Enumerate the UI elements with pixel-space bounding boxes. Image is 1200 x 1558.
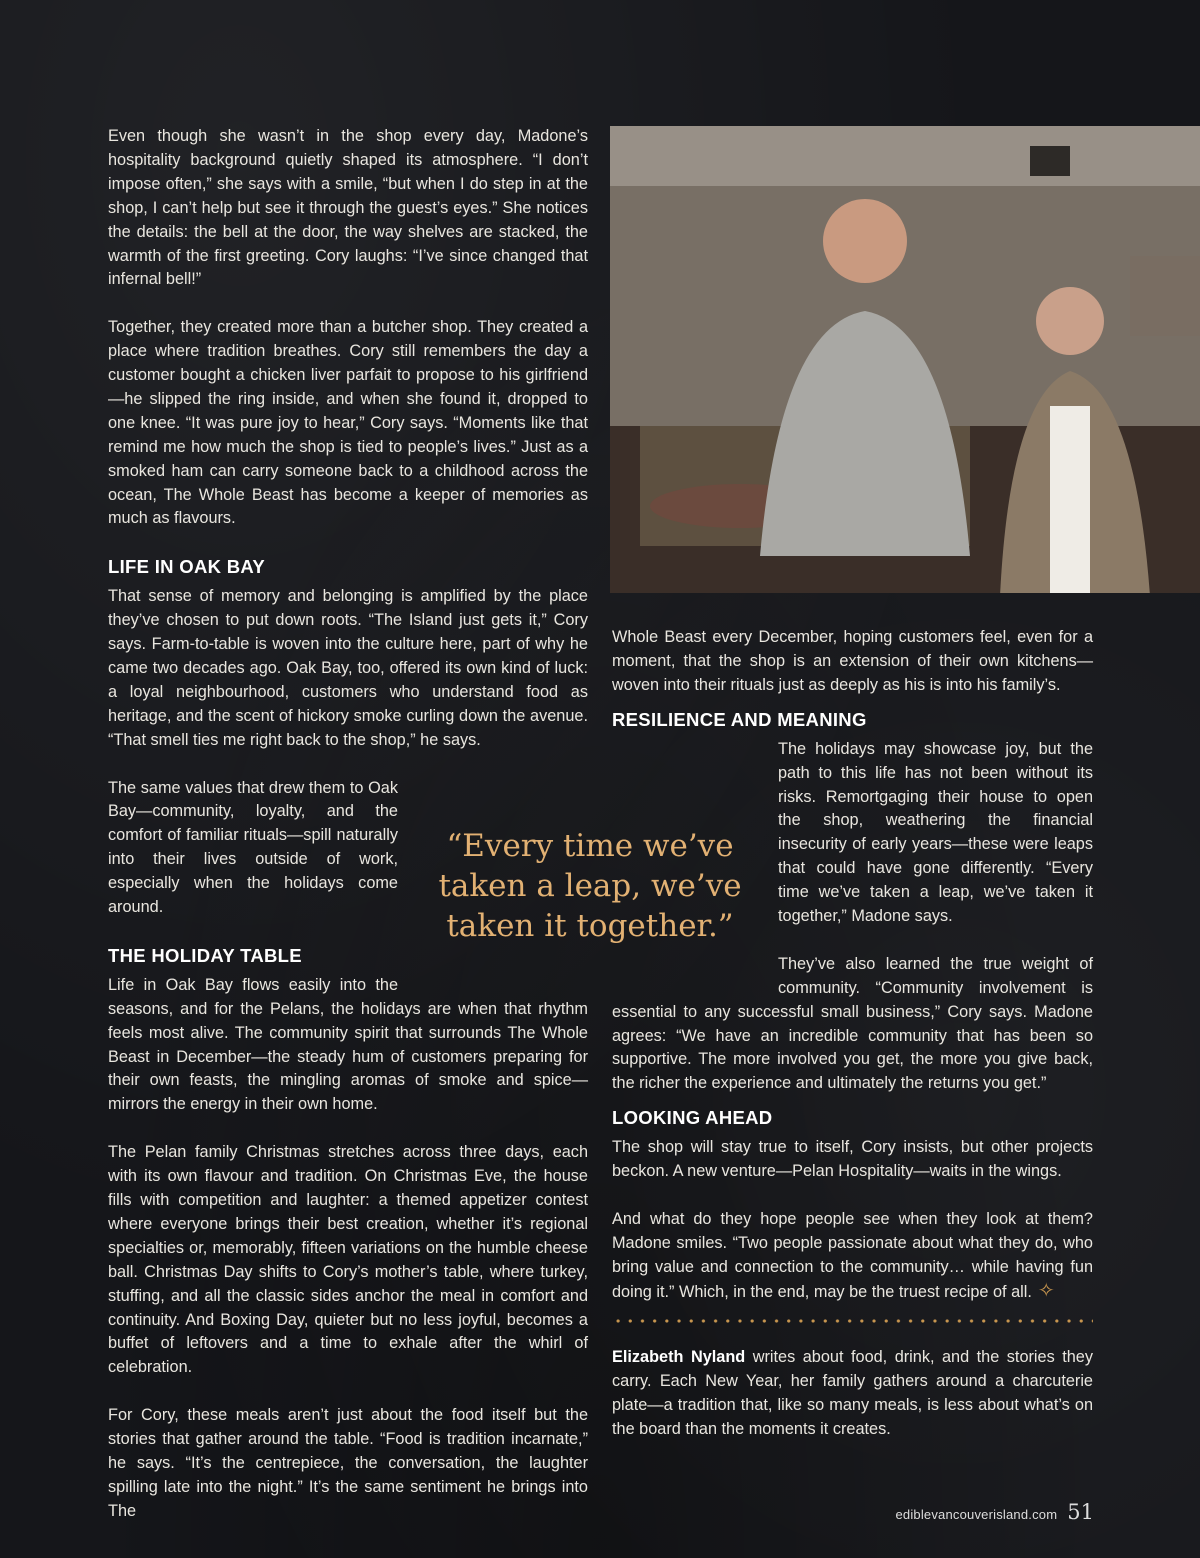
author-name: Elizabeth Nyland bbox=[612, 1348, 746, 1366]
photo-illustration bbox=[610, 126, 1200, 593]
page-footer bbox=[895, 1500, 1094, 1524]
paragraph: That sense of memory and belonging is amplified by the place they’ve chosen to put down roots. “The Island just gets it,” Cory says. Farm-to-table is woven into the culture here, part of why he came two decades ago. Oak Bay, too, offered its own kind of luck: a loyal neighbourhood, customers who understand food as heritage, and the scent of hickory smoke curling down the avenue. “That smell ties me right back to the shop,” he says. bbox=[108, 587, 588, 749]
section-heading: RESILIENCE AND MEANING bbox=[612, 708, 867, 730]
footer-website: ediblevancouverisland.com bbox=[895, 1507, 1058, 1522]
section-heading: LOOKING AHEAD bbox=[612, 1107, 773, 1129]
owners-photo bbox=[610, 126, 1200, 593]
paragraph: The Pelan family Christmas stretches across three days, each with its own flavour and tradition. On Christmas Eve, the house fills with competition and laughter: a themed appetizer contest where everyone brings their best creation, whether it’s regional specialties or, memorably, fifteen variations on the humble cheese ball. Christmas Day shifts to Cory’s mother’s table, where turkey, stuffing, and all the classic sides anchor the meal in comfort and continuity. And Boxing Day, quieter but no less joyful, becomes a buffet of leftovers and a time to exhale after the whirl of celebration. bbox=[108, 1143, 588, 1377]
paragraph: Together, they created more than a butcher shop. They created a place where tradition breathes. Cory still remembers the day a customer bought a chicken liver parfait to propose to his girlfriend—he slipped the ring inside, and when she found it, dropped to one knee. “It was pure joy to hear,” Cory says. “Moments like that remind me how much the shop is tied to people’s lives.” Just as a smoked ham can carry someone back to a childhood across the ocean, The Whole Beast has become a keeper of memories as much as flavours. bbox=[108, 318, 588, 528]
paragraph bbox=[612, 1208, 1093, 1305]
quote-wrap-area bbox=[612, 785, 778, 1000]
author-bio-text: writes about food, drink, and the stories they carry. Each New Year, her family gathers around a charcuterie plate—a tradition that, like so many meals, is less about what’s on the board than the moments it creates. bbox=[612, 1348, 1093, 1438]
paragraph: For Cory, these meals aren’t just about the food itself but the stories that gather around the table. “Food is tradition incarnate,” he says. “It’s the centrepiece, the conversation, the laughter spilling late into the night.” It’s the same sentiment he brings into The bbox=[108, 1406, 588, 1520]
paragraph: They’ve also learned the true weight of community. “Community involvement is essential to any successful small business,” Cory says. Madone agrees: “We have an incredible community that has been so supportive. The more involved you get, the more you give back, the richer the experience and ultimately the returns you get.” bbox=[612, 954, 1093, 1093]
page-number: 51 bbox=[1067, 1500, 1094, 1524]
paragraph: Life in Oak Bay flows easily into the seasons, and for the Pelans, the holidays are when that rhythm feels most alive. The community spirit that surrounds The Whole Beast in December—the steady hum of customers preparing for their own feasts, the mingling aromas of smoke and spice—mirrors the energy in their own home. bbox=[108, 975, 588, 1114]
right-column bbox=[612, 626, 1093, 1329]
sparkle-icon: ✧ bbox=[1037, 1279, 1055, 1302]
author-bio bbox=[612, 1346, 1093, 1442]
pull-quote: “Every time we’ve taken a leap, we’ve taken it together.” bbox=[438, 828, 742, 944]
dotted-divider bbox=[612, 1318, 1093, 1324]
paragraph: Even though she wasn’t in the shop every day, Madone’s hospitality background quietly shaped its atmosphere. “I don’t impose often,” she says with a smile, “but when I do step in at the shop, I can’t help but see it through the guest’s eyes.” She notices the details: the bell at the door, the way shelves are stacked, the warmth of the first greeting. Cory laughs: “I’ve since changed that infernal bell!” bbox=[108, 127, 588, 289]
paragraph: The holidays may showcase joy, but the path to this life has not been without its risks. Remortgaging their house to open the shop, weathering the financial insecurity of early years—these were leaps that could have gone differently. “Every time we’ve taken a leap, we’ve taken it together,” Madone says. bbox=[778, 739, 1093, 926]
left-column bbox=[108, 125, 588, 1524]
paragraph: The shop will stay true to itself, Cory insists, but other projects beckon. A new venture—Pelan Hospitality—waits in the wings. bbox=[612, 1138, 1093, 1181]
section-heading: THE HOLIDAY TABLE bbox=[108, 944, 302, 966]
section-heading: LIFE IN OAK BAY bbox=[108, 556, 265, 578]
paragraph: Whole Beast every December, hoping customers feel, even for a moment, that the shop is an extension of their own kitchens—woven into their rituals just as deeply as his is into his family’s. bbox=[612, 628, 1093, 694]
paragraph: The same values that drew them to Oak Bay—community, loyalty, and the comfort of familiar rituals—spill naturally into their lives outside of work, especially when the holidays come around. bbox=[108, 778, 398, 917]
closing-text: And what do they hope people see when they look at them? Madone smiles. “Two people passionate about what they do, who bring value and connection to the community… while having fun doing it.” Which, in the end, may be the truest recipe of all. bbox=[612, 1210, 1093, 1301]
